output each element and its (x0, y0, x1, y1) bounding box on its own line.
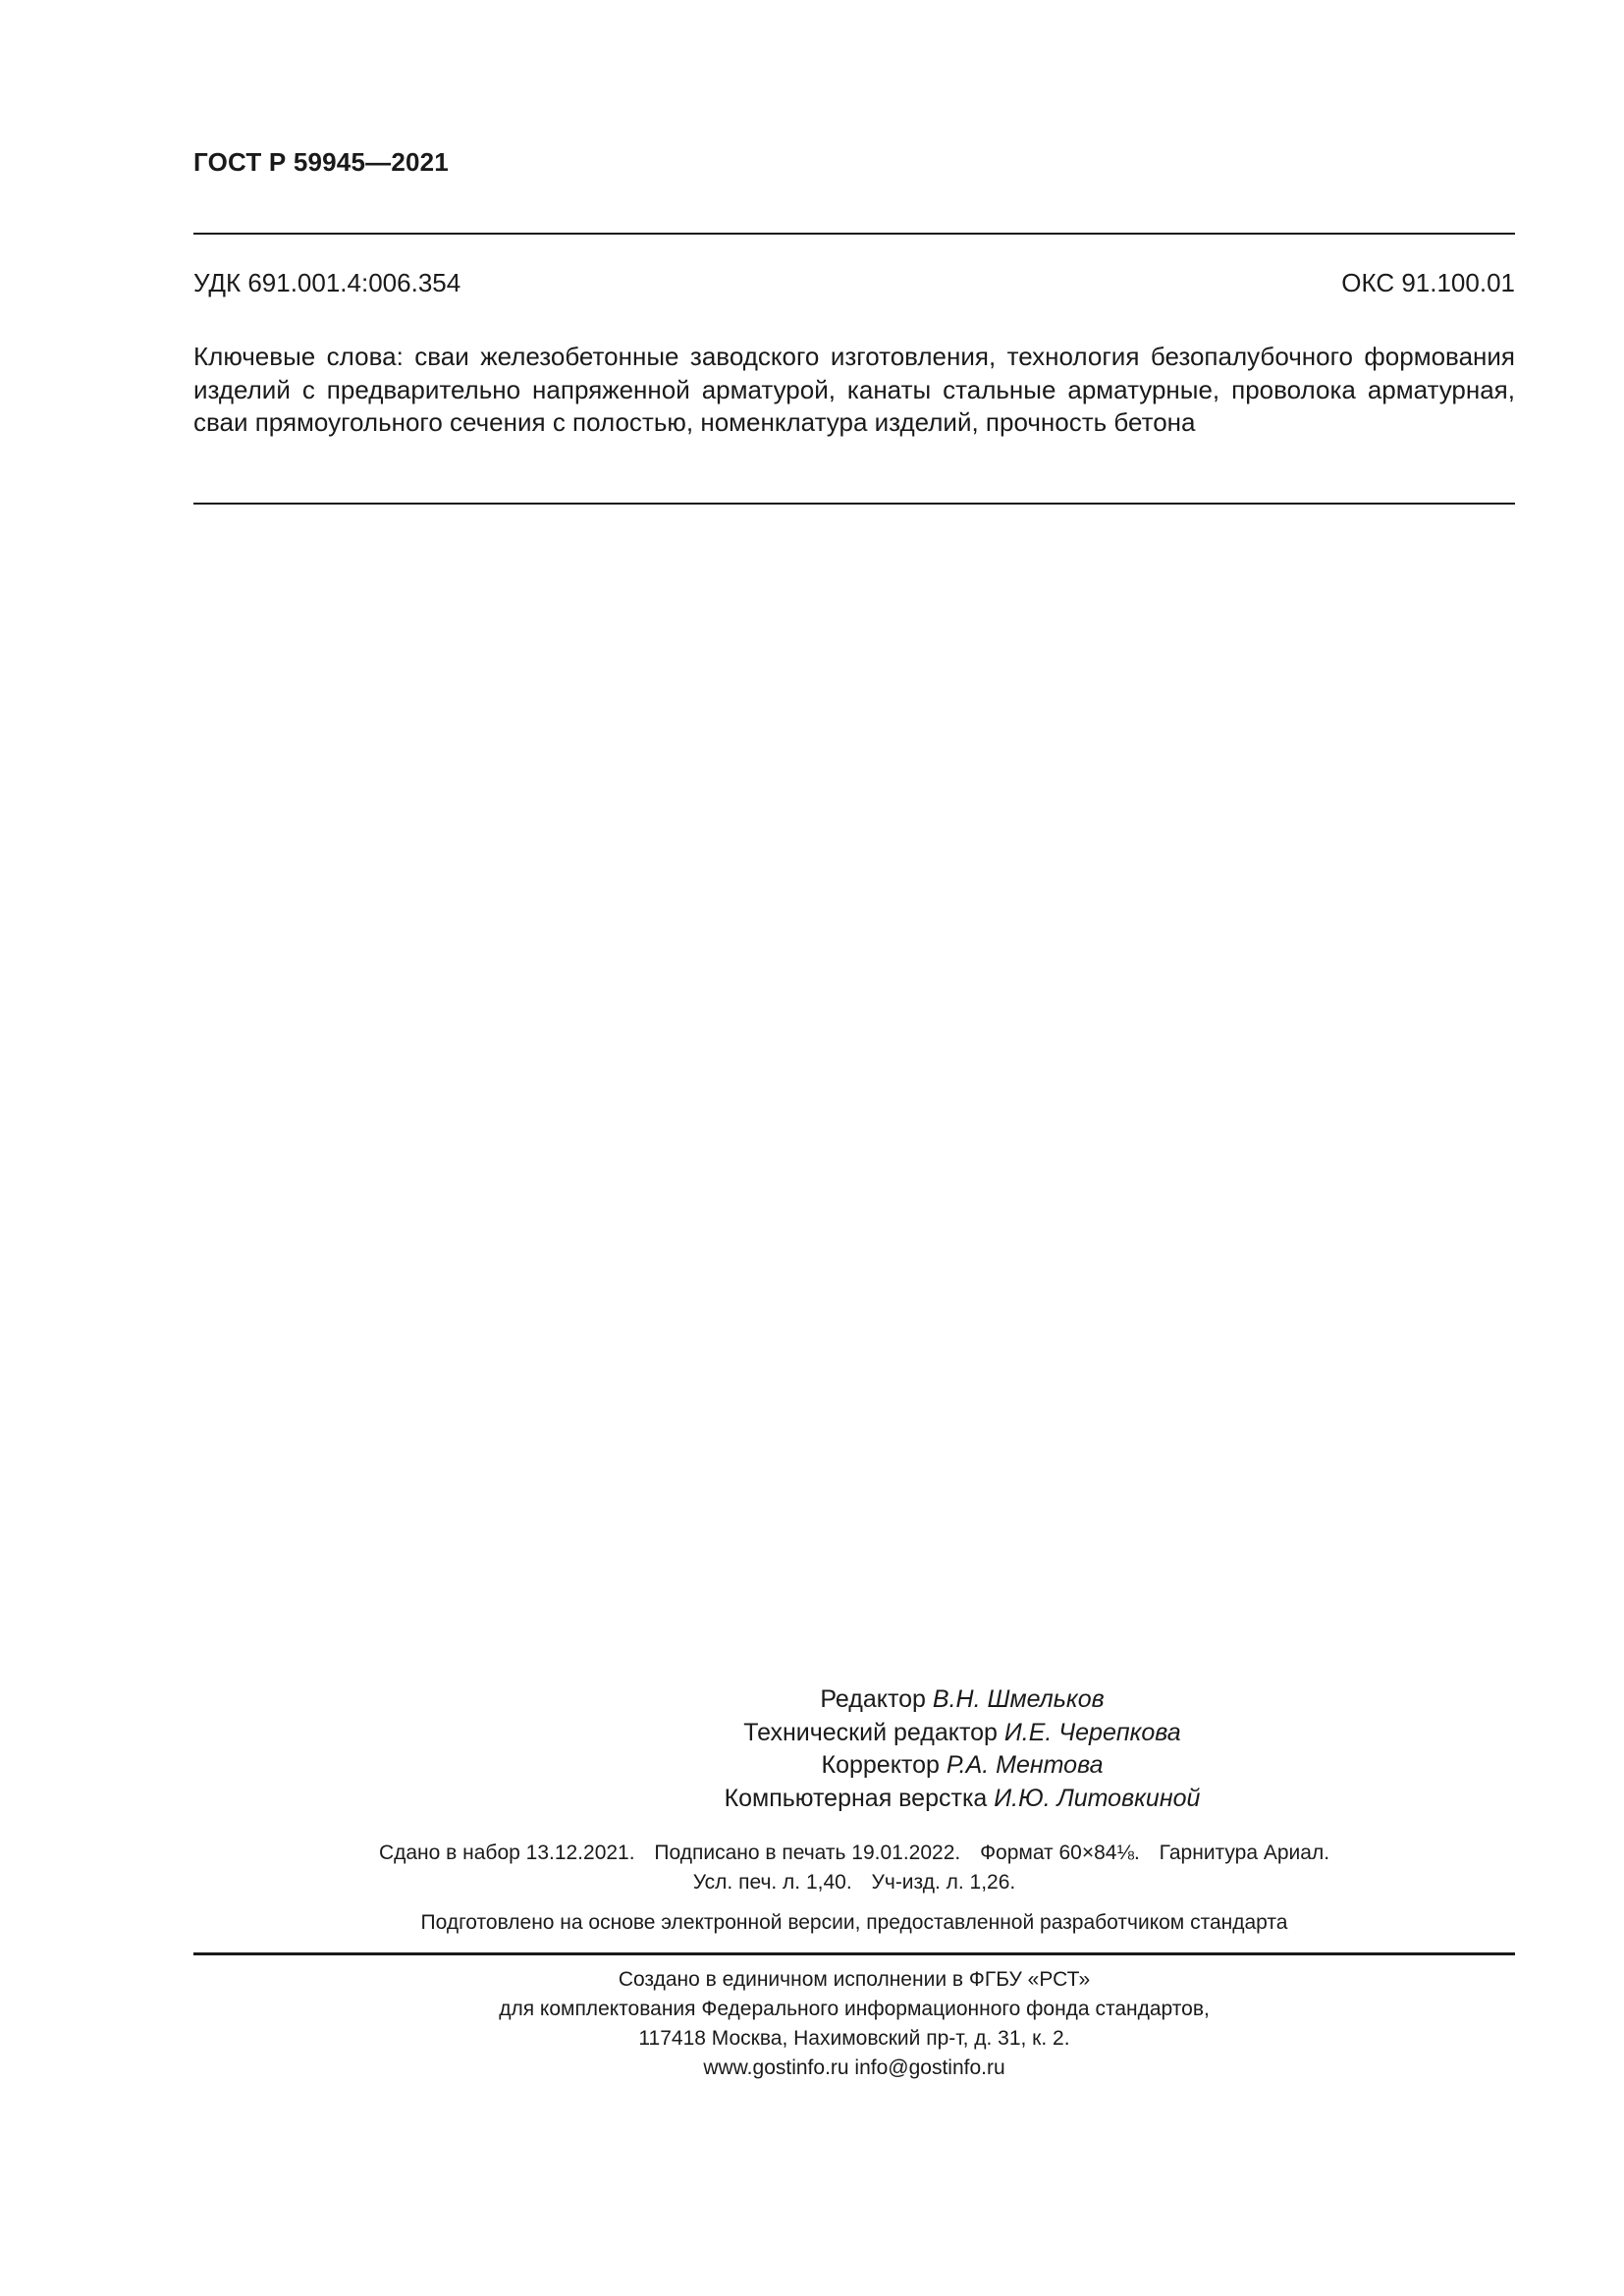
publisher-contacts (193, 2054, 1515, 2083)
layout-role: Компьютерная верстка (724, 1784, 988, 1812)
print-info (193, 1839, 1515, 1897)
print-sheets: Усл. печ. л. 1,40. (692, 1871, 852, 1894)
tech-editor-role: Технический редактор (743, 1718, 998, 1746)
editorial-staff (628, 1683, 1296, 1815)
signed-date: Подписано в печать 19.01.2022. (654, 1842, 961, 1864)
tech-editor-line (628, 1717, 1296, 1750)
top-divider (193, 233, 1515, 235)
publisher-sheets: Уч-изд. л. 1,26. (871, 1871, 1016, 1894)
keywords-paragraph: Ключевые слова: сваи железобетонные заводского изготовления, технология безопалубочного формования изделий с предварительно напряженной арматурой, канаты стальные арматурные, проволока арматурная, сваи прямоугольного сечения с полостью, номенклатура изделий, прочность бетона (193, 342, 1515, 437)
publisher-address: 117418 Москва, Нахимовский пр-т, д. 31, к. 2. (638, 2027, 1070, 2050)
print-info-line-2 (193, 1868, 1515, 1897)
website-link[interactable]: www.gostinfo.ru (703, 2056, 849, 2079)
publisher-line-1: Создано в единичном исполнении в ФГБУ «РСТ» (618, 1968, 1091, 1991)
editor-line (628, 1683, 1296, 1717)
prepared-note: Подготовлено на основе электронной версии, предоставленной разработчиком стандарта (420, 1911, 1288, 1934)
keywords-divider (193, 503, 1515, 505)
proofreader-line (628, 1749, 1296, 1783)
layout-name: И.Ю. Литовкиной (994, 1784, 1201, 1812)
proofreader-role: Корректор (821, 1751, 940, 1779)
classification-row (193, 268, 1515, 298)
udk-code: УДК 691.001.4:006.354 (193, 268, 461, 297)
layout-line (628, 1783, 1296, 1816)
editor-role: Редактор (820, 1685, 926, 1713)
print-info-line-1 (193, 1839, 1515, 1868)
submitted-date: Сдано в набор 13.12.2021. (378, 1842, 635, 1864)
typeface: Гарнитура Ариал. (1159, 1842, 1330, 1864)
oks-code: ОКС 91.100.01 (1341, 268, 1515, 297)
tech-editor-name: И.Е. Черепкова (1003, 1718, 1181, 1746)
bottom-divider (193, 1952, 1515, 1955)
publisher-block (193, 1965, 1515, 2083)
email-link[interactable]: info@gostinfo.ru (854, 2056, 1005, 2079)
document-code: ГОСТ Р 59945—2021 (193, 147, 449, 177)
editor-name: В.Н. Шмельков (932, 1685, 1105, 1713)
paper-format: Формат 60×84⅛. (980, 1842, 1140, 1864)
proofreader-name: Р.А. Ментова (946, 1751, 1104, 1779)
publisher-line-2: для комплектования Федерального информационного фонда стандартов, (499, 1998, 1210, 2020)
